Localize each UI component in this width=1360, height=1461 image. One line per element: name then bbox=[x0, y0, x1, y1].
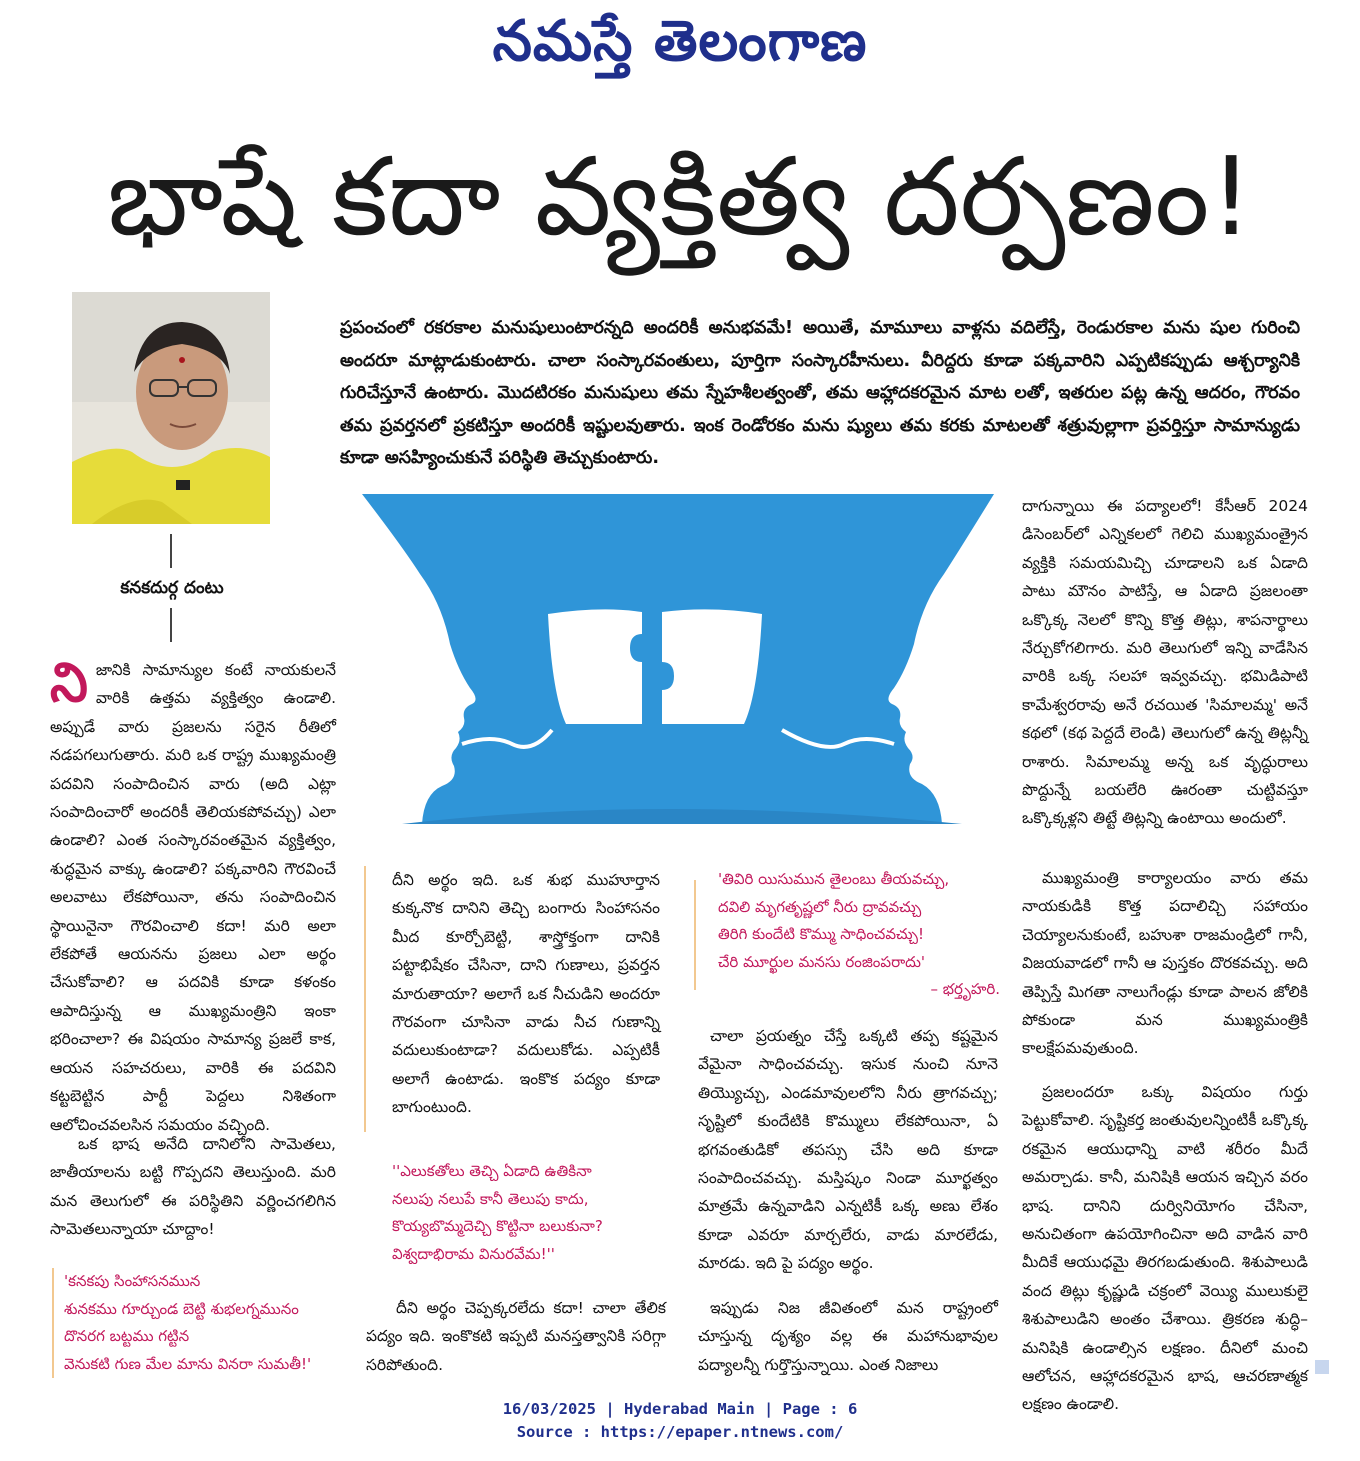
two-faces-puzzle-icon bbox=[362, 494, 994, 824]
masthead-logo: నమస్తే తెలంగాణ bbox=[492, 8, 868, 74]
column-3-rule bbox=[694, 880, 696, 990]
column-3-paragraph-2: ఇప్పుడు నిజ జీవితంలో మన రాష్ట్రంలో చూస్తున్న దృశ్యం వల్ల ఈ మహానుభావుల పద్యాలన్నీ గుర్తొస్తున్నాయి. ఎంత నిజాలు bbox=[698, 1299, 998, 1374]
poem-vemana bbox=[392, 1158, 662, 1268]
intro-paragraph: ప్రపంచంలో రకరకాల మనుషులుంటారన్నది అందరికీ అనుభవమే! అయితే, మామూలు వాళ్లను వదిలేస్తే, రెండురకాల మను షుల గురించి అందరూ మాట్లాడుకుంటారు. చాలా సంస్కారవంతులు, పూర్తిగా సంస్కారహీనులు. వీరిద్దరు కూడా పక్కవారిని ఎప్పటికప్పుడు ఆశ్చర్యానికి గురిచేస్తూనే ఉంటారు. మొదటిరకం మనుషులు తమ స్నేహశీలత్వంతో, తమ ఆహ్లాదకరమైన మాట లతో, ఇతరుల పట్ల ఉన్న ఆదరం, గౌరవం తమ ప్రవర్తనలో ప్రకటిస్తూ అందరికీ ఇష్టులవుతారు. ఇంక రెండోరకం మను ష్యులు తమ కరకు మాటలతో శత్రువుల్లాగా ప్రవర్తిస్తూ సామాన్యుడు కూడా అసహ్యించుకునే పరిస్థితి తెచ్చుకుంటారు. bbox=[340, 318, 1300, 468]
column-2-rule bbox=[364, 866, 366, 1132]
poem-line: ''ఎలుకతోలు తెచ్చి ఏడాది ఉతికినా bbox=[392, 1162, 592, 1180]
column-4-paragraph-3: ప్రజలందరూ ఒక్కు విషయం గుర్తు పెట్టుకోవాలి. సృష్టికర్త జంతువులన్నింటికీ ఒక్కొక్క రకమైన ఆయుధాన్ని వాటి శరీరం మీదే అమర్చాడు. కానీ, మనిషికి ఆయన ఇచ్చిన వరం భాష. దానిని దుర్వినియోగం చేసినా, అనుచితంగా ఉపయోగించినా అది వాడిన వారి మీదికే ఆయుధమై తిరగబడుతుంది. శిశుపాలుడి వంద తిట్లు కృష్ణుడి చక్రంలో వెయ్యి ములుకులై శిశుపాలుడిని అంతం చేశాయి. త్రికరణ శుద్ధి–మనిషికి ఉండాల్సిన లక్షణం. దీనిలో మంచి ఆలోచన, ఆహ్లాదకరమైన భాష, ఆచరణాత్మక లక్షణం ఉండాలి. bbox=[1022, 1083, 1308, 1414]
column-2-paragraph-1: దీని అర్థం ఇది. ఒక శుభ ముహూర్తాన కుక్కనొక దానిని తెచ్చి బంగారు సింహాసనం మీద కూర్చోబెట్టి, శాస్త్రోక్తంగా దానికి పట్టాభిషేకం చేసినా, దాని గుణాలు, ప్రవర్తన మారుతాయా? అలాగే ఒక నీచుడిని అందరూ గౌరవంగా చూసినా వాడు నీచ గుణాన్ని వదులుకుంటాడా? వదులుకోడు. ఎప్పటికీ అలాగే ఉంటాడు. ఇంకొక పద్యం కూడా బాగుంటుంది. bbox=[392, 871, 660, 1117]
illustration bbox=[362, 494, 994, 824]
poem-line: వెనుకటి గుణ మేల మాను వినరా సుమతీ!' bbox=[64, 1354, 312, 1373]
column-4-paragraph-2: ముఖ్యమంత్రి కార్యాలయం వారు తమ నాయకుడికి కొత్త పదాలిచ్చి సహాయం చెయ్యాలనుకుంటే, బహుశా రాజమండ్రిలో గానీ, విజయవాడలో గానీ ఆ పుస్తకం దొరకవచ్చు. అది తెప్పిస్తే మిగతా నాలుగేండ్లు కూడా పాలన జోలికి పోకుండా మన ముఖ్యమంత్రికి కాలక్షేపమవుతుంది. bbox=[1022, 869, 1308, 1058]
author-divider-bottom bbox=[170, 608, 172, 642]
author-photo bbox=[72, 292, 270, 524]
column-1-text: జానికి సామాన్యుల కంటే నాయకులనే వారికి ఉత్తమ వ్యక్తిత్వం ఉండాలి. అప్పుడే వారు ప్రజలను సరైన రీతిలో నడపగలుగుతారు. మరి ఒక రాష్ట్ర ముఖ్యమంత్రి పదవిని సంపాదించిన వారు (అది ఎట్లా సంపాదించారో అందరికీ తెలియకపోవచ్చు) ఎలా ఉండాలి? ఎంత సంస్కారవంతమైన వ్యక్తిత్వం, శుద్ధమైన వాక్కు ఉండాలి? పక్కవారిని గౌరవించే అలవాటు లేకపోయినా, తను సంపాదించిన స్థాయినైనా గౌరవించాలి కదా! మరి అలా లేకపోతే ఆయనను ప్రజలు ఎలా అర్థం చేసుకోవాలి? ఆ పదవికి కూడా కళంకం ఆపాదిస్తున్న ఆ ముఖ్యమంత్రిని ఇంకా భరించాలా? ఈ విషయం సామాన్య ప్రజలే కాక, ఆయన సహచరులు, వారికి ఈ పదవిని కట్టబెట్టిన పార్టీ పెద్దలు నిశితంగా ఆలోచించవలసిన సమయం వచ్చింది. bbox=[50, 661, 336, 1134]
column-1-paragraph-2: ఒక భాష అనేది దానిలోని సామెతలు, జాతీయాలను బట్టి గొప్పదని తెలుస్తుంది. మరి మన తెలుగులో ఈ పరిస్థితిని వర్ణించగలిగిన సామెతలున్నాయా చూద్దాం! bbox=[50, 1135, 336, 1239]
column-1 bbox=[50, 651, 336, 1139]
poem-line: నలుపు నలుపే కానీ తెలుపు కాదు, bbox=[392, 1189, 589, 1208]
poem-line: 'కనకపు సింహాసనమున bbox=[64, 1272, 201, 1290]
poem-bhartruhari bbox=[718, 866, 1000, 1004]
poet-attribution: – భర్తృహరి. bbox=[930, 980, 1000, 999]
column-2-paragraph-2: దీని అర్థం చెప్పక్కరలేదు కదా! చాలా తేలిక పద్యం ఇది. ఇంకొకటి ఇప్పటి మనస్తత్వానికి సరిగ్గా సరిపోతుంది. bbox=[366, 1299, 666, 1374]
end-mark bbox=[1315, 1360, 1329, 1374]
poem-line: కొయ్యబొమ్మదెచ్చి కొట్టినా బలుకునా? bbox=[392, 1217, 603, 1236]
poem-line: తిరిగి కుందేటి కొమ్ము సాధించవచ్చు! bbox=[718, 925, 925, 944]
drop-cap: ని bbox=[50, 651, 88, 714]
author-name: కనకదుర్గ దంటు bbox=[120, 578, 224, 598]
column-4-paragraph-1: దాగున్నాయి ఈ పద్యాలలో! కేసీఆర్ 2024 డిసెంబర్‌లో ఎన్నికలలో గెలిచి ముఖ్యమంత్రైన వ్యక్తికి సమయమిచ్చి చూడాలని ఒక ఏడాది పాటు మౌనం పాటిస్తే, ఆ ఏడాది ప్రజలంతా ఒక్కొక్క నెలలో కొన్ని కొత్త తిట్లు, శాపనార్థాలు నేర్చుకోగలిగారు. మరి తెలుగులో ఇన్ని వాడేసిన వారికి ఒక్క సలహా ఇవ్వవచ్చు. భమిడిపాటి కామేశ్వరరావు అనే రచయిత 'సిమాలమ్మ' అనే కథలో (కథ పెద్దదే లెండి) తెలుగులో ఉన్న తిట్లన్నీ రాశారు. సిమాలమ్మ అన్న ఒక వృద్ధురాలు పొద్దున్నే బయలేరి ఊరంతా చుట్టివస్తూ ఒక్కొక్కళ్లని తిట్టే తిట్లన్ని ఉంటాయి అందులో. bbox=[1022, 497, 1308, 828]
column-3-paragraph-1: చాలా ప్రయత్నం చేస్తే ఒక్కటి తప్ప కష్టమైన వేమైనా సాధించవచ్చు. ఇసుక నుంచి నూనె తియ్యొచ్చు, ఎండమావులలోని నీరు త్రాగవచ్చు; సృష్టిలో కుందేటికి కొమ్ములు లేకపోయినా, ఏ భగవంతుడికో తపస్సు చేసి అది కూడా సంపాదించవచ్చు. మస్తిష్కం నిండా మూర్ఖత్వం మాత్రమే ఉన్నవాడిని ఎన్నటికీ ఒక్క అణు లేశం కూడా ఎవరూ మార్చలేరు, వాడు మారలేడు, మారడు. ఇది పై పద్యం అర్థం. bbox=[698, 1027, 998, 1273]
poem-sumati bbox=[52, 1268, 342, 1378]
footer-edition: 16/03/2025 | Hyderabad Main | Page : 6 bbox=[502, 1400, 858, 1418]
footer-source[interactable]: Source : https://epaper.ntnews.com/ bbox=[516, 1423, 844, 1441]
author-portrait-icon bbox=[72, 292, 270, 524]
poem-line: దొనరగ బట్టము గట్టిన bbox=[64, 1327, 190, 1346]
column-1-paragraph-1 bbox=[50, 651, 336, 1139]
poem-line: దవిలి మృగతృష్ణలో నీరు ద్రావవచ్చు bbox=[718, 897, 922, 916]
poem-line: చేరి మూర్ఖుల మనసు రంజింపరాదు' bbox=[718, 952, 926, 971]
footer bbox=[0, 1398, 1360, 1444]
headline: భాషే కదా వ్యక్తిత్వ దర్పణం! bbox=[107, 135, 1253, 260]
poem-line: 'తివిరి యిసుమున తైలంబు తీయవచ్చు, bbox=[718, 870, 950, 888]
poem-line: శునకము గూర్చుండ బెట్టి శుభలగ్నమునం bbox=[64, 1299, 299, 1318]
author-divider-top bbox=[170, 534, 172, 568]
poem-line: విశ్వదాభిరామ వినురవేమ!'' bbox=[392, 1244, 555, 1263]
